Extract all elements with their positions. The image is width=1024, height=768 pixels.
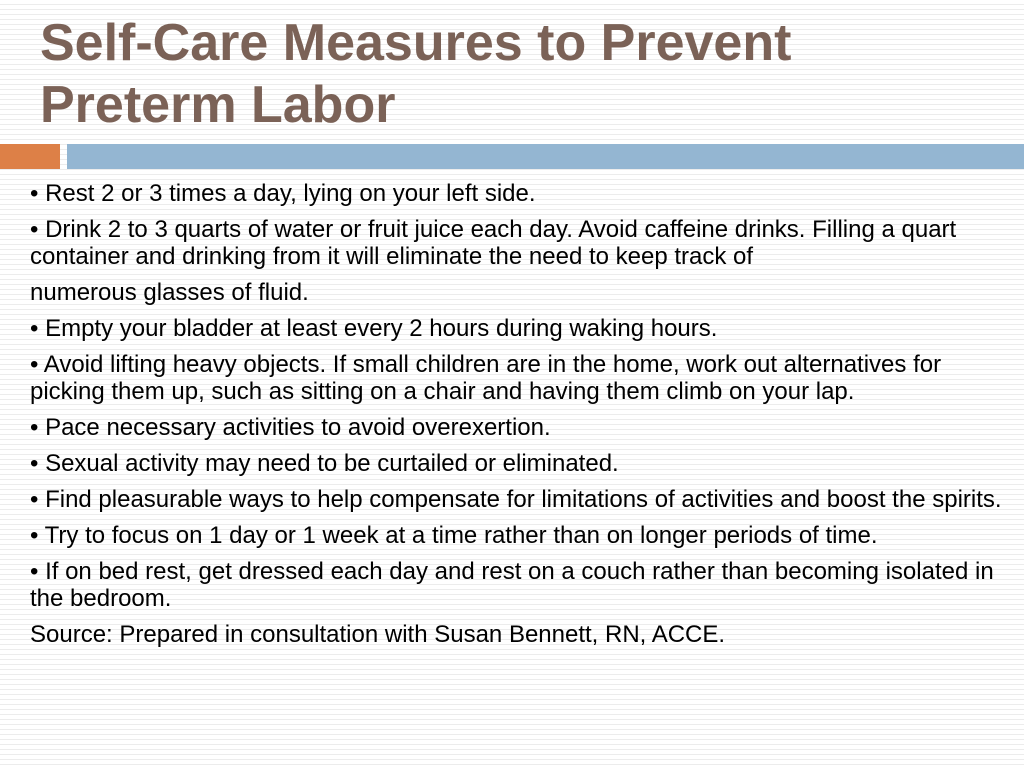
bullet-focus: • Try to focus on 1 day or 1 week at a time rather than on longer periods of time. (30, 522, 878, 549)
bullet-sexual-activity: • Sexual activity may need to be curtailed or eliminated. (30, 450, 619, 477)
slide-body (30, 180, 1005, 648)
source-note: Source: Prepared in consultation with Susan Bennett, RN, ACCE. (30, 621, 726, 648)
bullet-bladder: • Empty your bladder at least every 2 hours during waking hours. (30, 315, 718, 342)
slide-title (40, 12, 1000, 136)
bullet-drink: • Drink 2 to 3 quarts of water or fruit juice each day. Avoid caffeine drinks. Filling a quart container and drinking from it will eliminate the need to keep track of (30, 216, 957, 270)
bullet-bed-rest: • If on bed rest, get dressed each day and rest on a couch rather than becoming isolated in the bedroom. (30, 558, 994, 612)
bullet-pace: • Pace necessary activities to avoid overexertion. (30, 414, 551, 441)
accent-bar-orange (0, 144, 60, 169)
title-line-2: Preterm Labor (40, 76, 396, 134)
bullet-drink-continued: numerous glasses of fluid. (30, 279, 309, 306)
accent-bar-blue (67, 144, 1024, 169)
bullet-lifting: • Avoid lifting heavy objects. If small children are in the home, work out alternatives for picking them up, such as sitting on a chair and having them climb on your lap. (30, 351, 942, 405)
bullet-rest: • Rest 2 or 3 times a day, lying on your left side. (30, 180, 536, 207)
title-line-1: Self-Care Measures to Prevent (40, 14, 792, 72)
bullet-pleasurable: • Find pleasurable ways to help compensate for limitations of activities and boost the spirits. (30, 486, 1002, 513)
